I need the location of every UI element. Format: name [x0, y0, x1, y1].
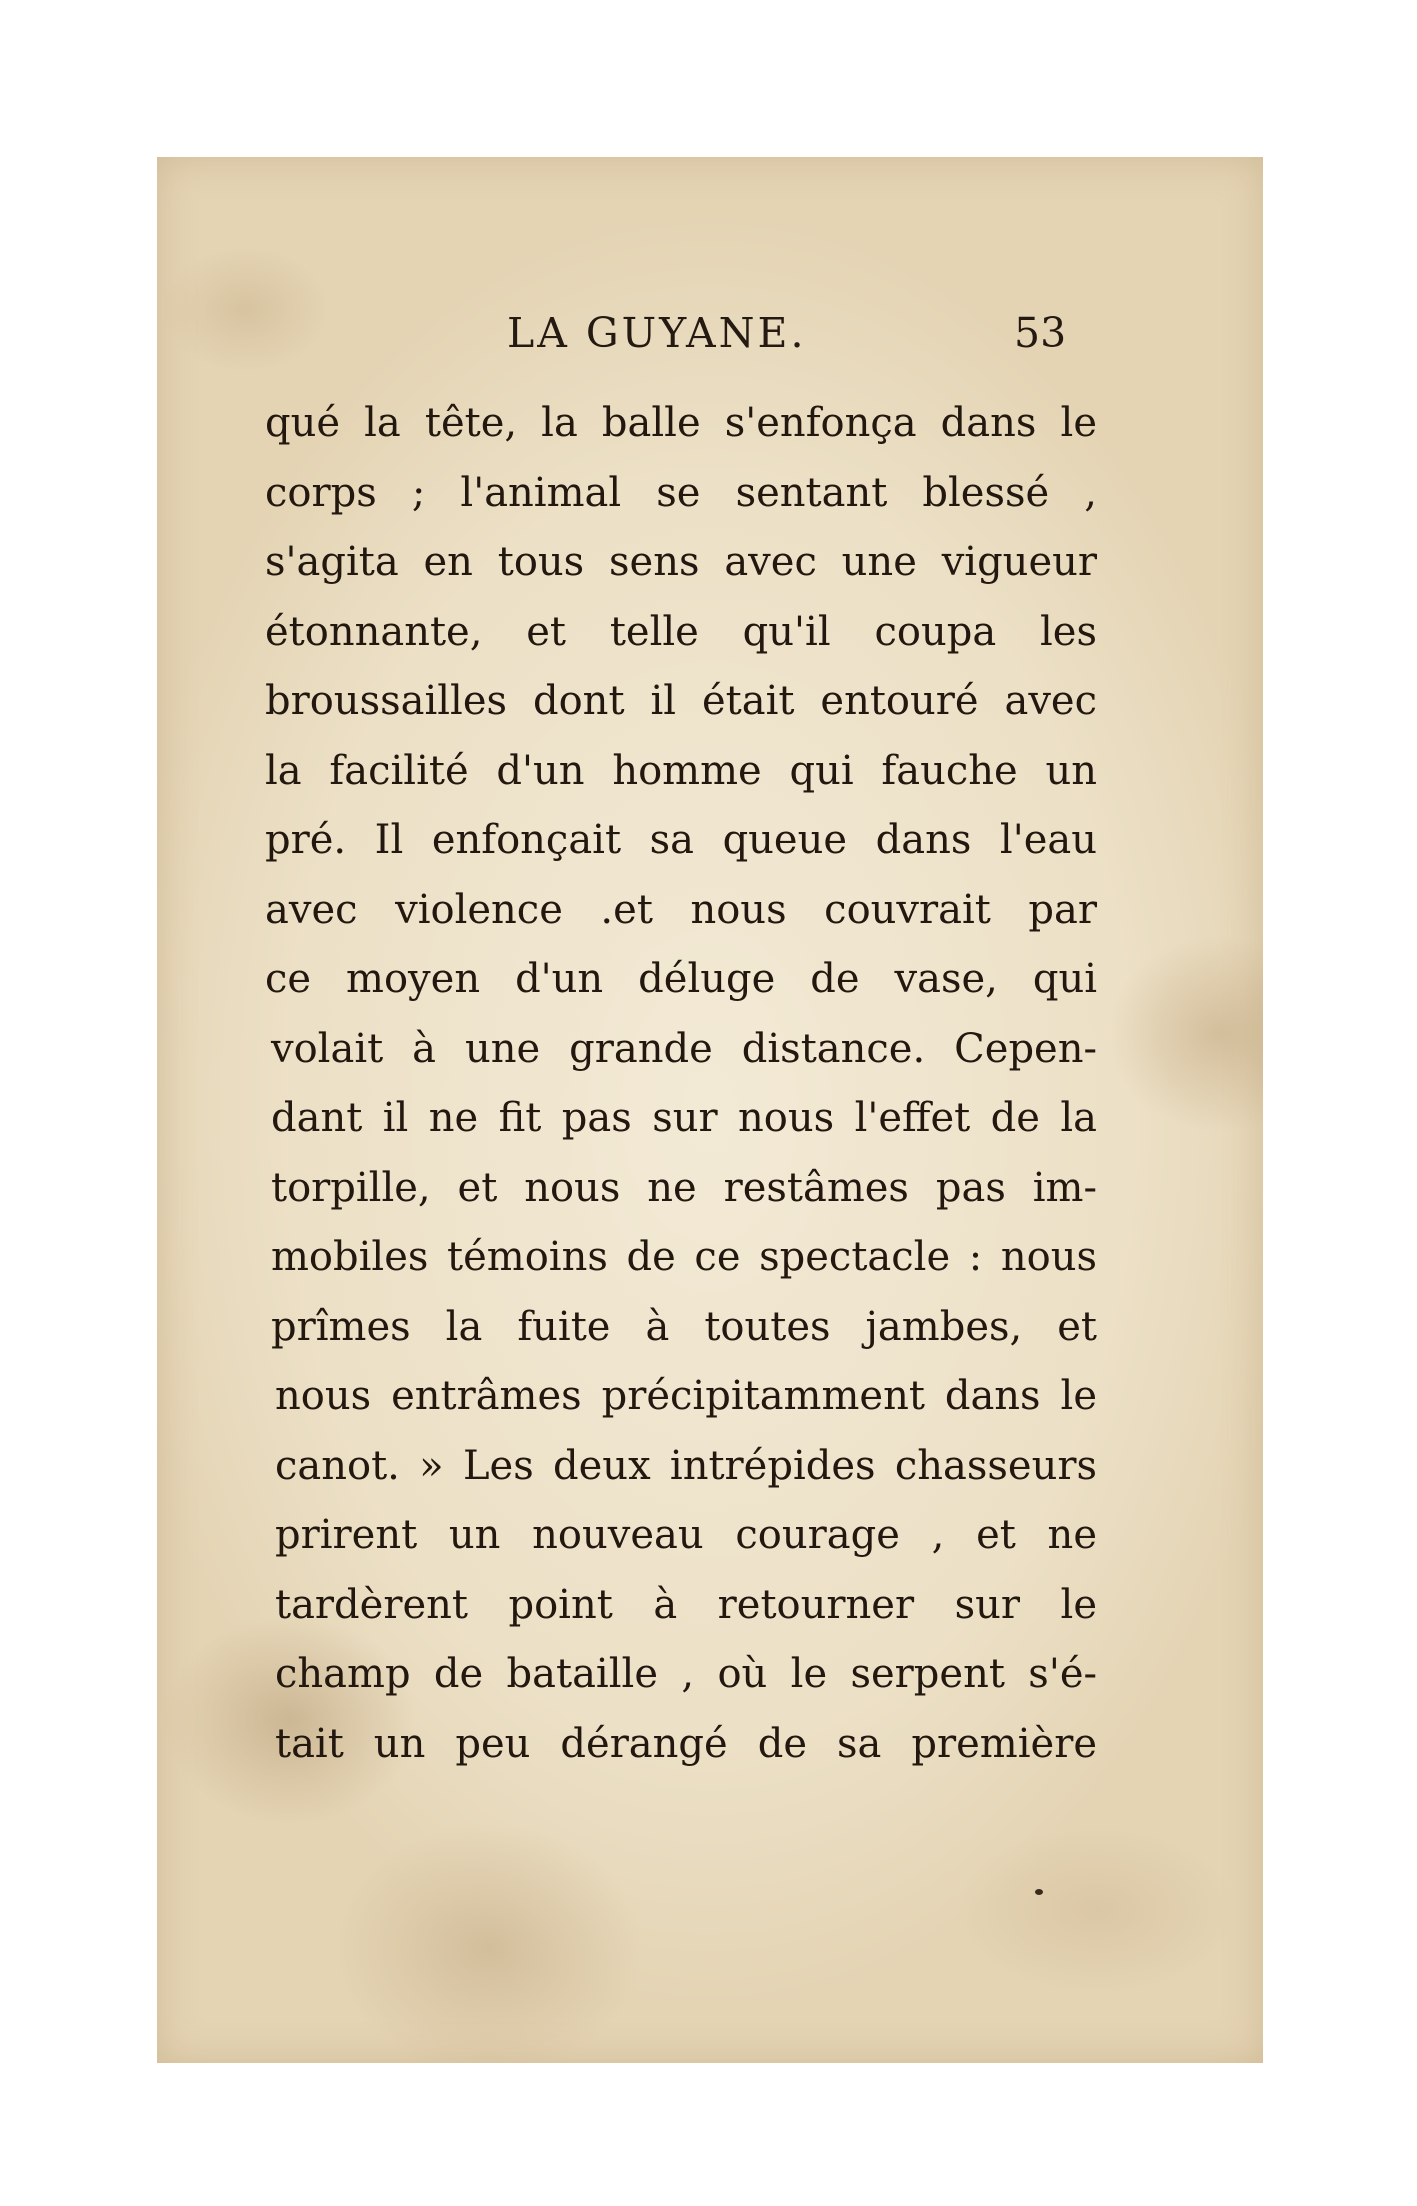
text-line: broussailles dont il était entouré avec: [265, 678, 1097, 724]
running-header: [157, 309, 1263, 369]
text-line: volait à une grande distance. Cepen-: [271, 1025, 1097, 1072]
text-line: champ de bataille , où le serpent s'é-: [275, 1651, 1097, 1697]
text-line: mobiles témoins de ce spectacle : nous: [271, 1234, 1097, 1280]
text-line: pré. Il enfonçait sa queue dans l'eau: [265, 817, 1097, 863]
text-line: ce moyen d'un déluge de vase, qui: [265, 956, 1097, 1002]
text-line: prîmes la fuite à toutes jambes, et: [271, 1303, 1097, 1350]
text-line: torpille, et nous ne restâmes pas im-: [271, 1164, 1097, 1211]
book-page: [157, 157, 1263, 2063]
text-line: nous entrâmes précipitamment dans le: [275, 1373, 1097, 1419]
page-number: 53: [1014, 309, 1067, 357]
header-title: LA GUYANE.: [507, 309, 807, 357]
text-line: dant il ne fit pas sur nous l'effet de la: [271, 1095, 1097, 1141]
text-line: qué la tête, la balle s'enfonça dans le: [265, 400, 1097, 446]
text-line: la facilité d'un homme qui fauche un: [265, 747, 1097, 794]
text-line: s'agita en tous sens avec une vigueur: [265, 539, 1097, 585]
text-line: tait un peu dérangé de sa première: [275, 1720, 1097, 1767]
body-text: [265, 389, 1097, 1779]
text-line: tardèrent point à retourner sur le: [275, 1581, 1097, 1628]
text-line: prirent un nouveau courage , et ne: [275, 1512, 1097, 1558]
text-line: étonnante, et telle qu'il coupa les: [265, 608, 1097, 655]
text-line: canot. » Les deux intrépides chasseurs: [275, 1442, 1097, 1489]
text-line: corps ; l'animal se sentant blessé ,: [265, 469, 1097, 516]
ink-speck: [1035, 1889, 1043, 1895]
text-line: avec violence .et nous couvrait par: [265, 886, 1097, 933]
